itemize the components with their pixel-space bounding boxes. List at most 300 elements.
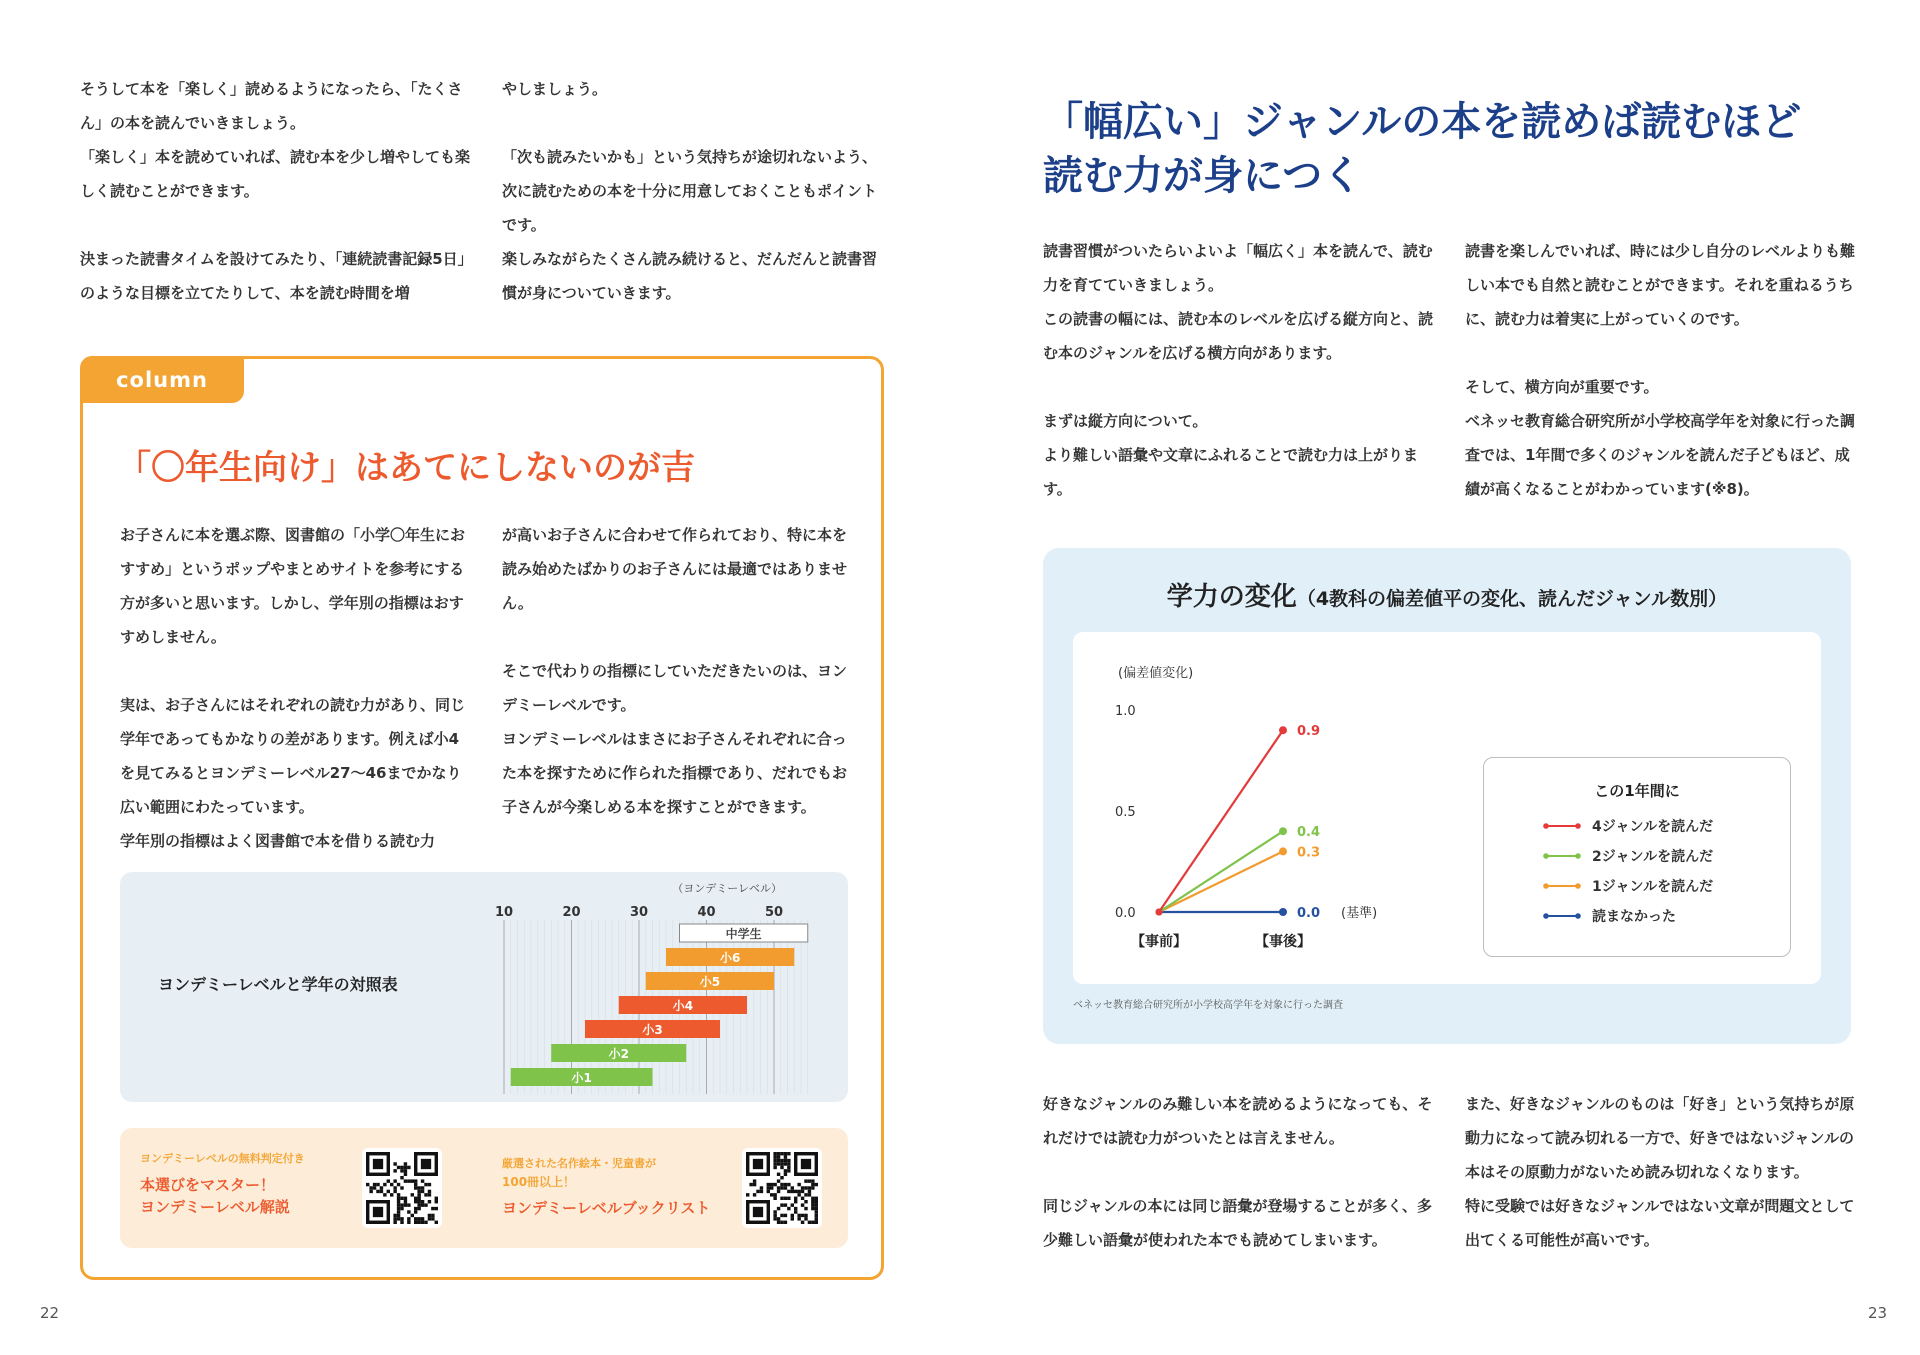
- qr-module: [815, 1207, 818, 1210]
- qr-module: [404, 1179, 407, 1182]
- level-bar-label: 小3: [642, 1023, 663, 1037]
- qr-module: [784, 1197, 787, 1200]
- qr-module: [397, 1217, 400, 1220]
- qr-module: [390, 1193, 393, 1196]
- qr-module: [760, 1186, 763, 1189]
- qr-module: [804, 1217, 807, 1220]
- qr-module: [801, 1197, 804, 1200]
- legend-swatch-dot: [1575, 823, 1581, 829]
- qr-module: [380, 1186, 383, 1189]
- qr-module: [400, 1169, 403, 1172]
- qr-module: [794, 1200, 797, 1203]
- qr-module: [417, 1197, 420, 1200]
- qr-module: [431, 1207, 434, 1210]
- column-title: 「〇年生向け」はあてにしないのが吉: [117, 448, 695, 488]
- qr-module: [801, 1221, 804, 1224]
- qr-module: [424, 1183, 427, 1186]
- qr-module: [414, 1221, 417, 1224]
- qr-module: [414, 1200, 417, 1203]
- data-point: [1156, 909, 1163, 916]
- legend-label: 4ジャンルを読んだ: [1592, 819, 1714, 835]
- qr-module: [397, 1214, 400, 1217]
- legend-swatch-dot: [1543, 913, 1549, 919]
- qr-code-1[interactable]: [362, 1148, 442, 1228]
- qr-module: [393, 1186, 396, 1189]
- qr-module: [791, 1186, 794, 1189]
- qr-module: [777, 1221, 780, 1224]
- qr-module: [787, 1166, 790, 1169]
- qr-module: [804, 1193, 807, 1196]
- x-tick-label: 40: [697, 905, 716, 920]
- data-label: 0.3: [1297, 845, 1321, 861]
- qr-module: [784, 1183, 787, 1186]
- column-text-left: [120, 518, 472, 858]
- qr-module: [797, 1190, 800, 1193]
- qr-module: [811, 1203, 814, 1206]
- qr-module: [797, 1193, 800, 1196]
- qr-module: [784, 1214, 787, 1217]
- qr-module: [801, 1186, 804, 1189]
- qr-module: [400, 1166, 403, 1169]
- series-line: [1159, 831, 1283, 912]
- data-label: 0.4: [1297, 825, 1321, 841]
- qr-module: [407, 1221, 410, 1224]
- qr-module: [760, 1190, 763, 1193]
- qr-module: [811, 1186, 814, 1189]
- qr-module: [424, 1221, 427, 1224]
- qr-module: [808, 1221, 811, 1224]
- page-number-right: 23: [1868, 1304, 1888, 1322]
- qr-module: [773, 1210, 776, 1213]
- page-title-line2: 読む力が身につく: [1043, 153, 1363, 199]
- qr-module: [794, 1210, 797, 1213]
- legend-label: 1ジャンルを読んだ: [1592, 879, 1714, 895]
- paragraph: より難しい語彙や文章にふれることで読む力は上がります。: [1043, 446, 1419, 498]
- qr-module: [407, 1210, 410, 1213]
- qr-module: [435, 1200, 438, 1203]
- qr-module: [780, 1152, 783, 1155]
- qr-module: [777, 1190, 780, 1193]
- right-text-left: [1043, 234, 1433, 506]
- qr-module: [773, 1193, 776, 1196]
- level-chart-label: ヨンデミーレベルと学年の対照表: [158, 975, 398, 994]
- qr-finder-core: [753, 1159, 763, 1169]
- qr-module: [801, 1214, 804, 1217]
- qr-module: [784, 1221, 787, 1224]
- qr-module: [380, 1190, 383, 1193]
- qr-module: [773, 1183, 776, 1186]
- qr-module: [784, 1159, 787, 1162]
- qr-module: [397, 1210, 400, 1213]
- intro-column-left: [80, 72, 470, 310]
- legend-title: この1年間に: [1594, 782, 1680, 800]
- qr-module: [791, 1214, 794, 1217]
- qr-module: [784, 1173, 787, 1176]
- chart-title: [1043, 576, 1851, 613]
- qr-module: [369, 1190, 372, 1193]
- qr-module: [404, 1166, 407, 1169]
- qr-module: [811, 1221, 814, 1224]
- qr-module: [794, 1190, 797, 1193]
- qr-module: [801, 1203, 804, 1206]
- qr-module: [397, 1203, 400, 1206]
- qr-module: [773, 1166, 776, 1169]
- qr-module: [780, 1186, 783, 1189]
- column-tag: column: [80, 356, 244, 403]
- qr-module: [797, 1214, 800, 1217]
- qr-code-2[interactable]: [742, 1148, 822, 1228]
- qr-module: [417, 1193, 420, 1196]
- data-point: [1279, 827, 1287, 835]
- y-axis-label: (偏差値変化): [1118, 666, 1194, 681]
- qr-module: [756, 1190, 759, 1193]
- legend-item: [1484, 871, 1790, 901]
- qr-module: [407, 1166, 410, 1169]
- paragraph: 同じジャンルの本には同じ語彙が登場することが多く、多少難しい語彙が使われた本でも読めてしまいます。: [1043, 1197, 1433, 1249]
- qr-module: [428, 1214, 431, 1217]
- qr-module: [411, 1214, 414, 1217]
- data-label: 0.9: [1297, 724, 1321, 740]
- paragraph: ベネッセ教育総合研究所が小学校高学年を対象に行った調査では、1年間で多くのジャンルを読んだ子どもほど、成績が高くなることがわかっています(※8)。: [1465, 412, 1856, 498]
- qr-module: [784, 1203, 787, 1206]
- paragraph: 読書を楽しんでいれば、時には少し自分のレベルよりも難しい本でも自然と読むことができます。それを重ねるうちに、読む力は着実に上がっていくのです。: [1465, 242, 1856, 328]
- qr-module: [428, 1190, 431, 1193]
- qr-module: [435, 1221, 438, 1224]
- line-chart: [1073, 632, 1493, 984]
- qr-module: [770, 1186, 773, 1189]
- legend-swatch-dot: [1543, 853, 1549, 859]
- qr-module: [397, 1200, 400, 1203]
- qr-module: [780, 1183, 783, 1186]
- qr-module: [808, 1193, 811, 1196]
- intro-paragraph: 決まった読書タイムを設けてみたり、「連続読書記録5日」のような目標を立てたりして、本を読む時間を増: [80, 250, 466, 302]
- qr-module: [753, 1193, 756, 1196]
- qr-module: [811, 1207, 814, 1210]
- qr-line1: 100冊以上！: [502, 1175, 576, 1189]
- qr-module: [811, 1183, 814, 1186]
- paragraph: まずは縦方向について。: [1043, 412, 1208, 430]
- qr-module: [421, 1200, 424, 1203]
- qr-module: [770, 1183, 773, 1186]
- qr-code-graphic: [362, 1148, 442, 1228]
- legend-swatch: [1542, 910, 1582, 922]
- qr-module: [428, 1183, 431, 1186]
- qr-module: [777, 1173, 780, 1176]
- qr-module: [390, 1183, 393, 1186]
- qr-module: [815, 1183, 818, 1186]
- qr-module: [767, 1186, 770, 1189]
- qr-module: [424, 1203, 427, 1206]
- qr-module: [753, 1179, 756, 1182]
- qr-module: [435, 1207, 438, 1210]
- qr-module: [815, 1210, 818, 1213]
- qr-module: [387, 1190, 390, 1193]
- qr-module: [811, 1197, 814, 1200]
- qr-module: [773, 1214, 776, 1217]
- qr-finder-core: [373, 1207, 383, 1217]
- qr-module: [404, 1203, 407, 1206]
- qr-module: [749, 1183, 752, 1186]
- qr-module: [777, 1162, 780, 1165]
- intro-paragraph: 「楽しく」本を読めていれば、読む本を少し増やしても楽しく読むことができます。: [80, 148, 471, 200]
- legend-swatch-dot: [1543, 823, 1549, 829]
- x-tick-label: 50: [764, 905, 784, 920]
- column-paragraph: ヨンデミーレベルはまさにお子さんそれぞれに合った本を探すために作られた指標であり、だれでもお子さんが今楽しめる本を探すことができます。: [502, 730, 848, 816]
- qr-module: [414, 1197, 417, 1200]
- y-tick-label: 1.0: [1115, 704, 1136, 719]
- qr-module: [424, 1193, 427, 1196]
- qr-module: [815, 1214, 818, 1217]
- x-tick-label: 20: [562, 905, 581, 920]
- qr-module: [417, 1200, 420, 1203]
- qr-module: [400, 1203, 403, 1206]
- qr-line1: 本選びをマスター！: [140, 1176, 276, 1194]
- intro-column-right: [502, 72, 888, 310]
- legend-label: 2ジャンルを読んだ: [1592, 849, 1714, 865]
- qr-module: [414, 1186, 417, 1189]
- qr-module: [400, 1221, 403, 1224]
- intro-paragraph: 「次も読みたいかも」という気持ちが途切れないよう、次に読むための本を十分に用意しておくこともポイントです。: [502, 148, 878, 234]
- page-number-left: 22: [40, 1304, 60, 1322]
- qr-module: [417, 1207, 420, 1210]
- level-bar-label: 小5: [699, 975, 721, 989]
- qr-module: [767, 1190, 770, 1193]
- legend-swatch: [1542, 820, 1582, 832]
- column-paragraph: 学年別の指標はよく図書館で本を借りる読む力: [120, 832, 436, 850]
- level-bar-label: 小6: [719, 951, 741, 965]
- chart-source: ベネッセ教育総合研究所が小学校高学年を対象に行った調査: [1073, 1000, 1343, 1011]
- qr-module: [393, 1162, 396, 1165]
- bottom-text-right: [1465, 1087, 1855, 1257]
- qr-module: [417, 1203, 420, 1206]
- qr-module: [787, 1162, 790, 1165]
- data-label: 0.0: [1297, 906, 1321, 921]
- qr-module: [404, 1162, 407, 1165]
- qr-module: [383, 1183, 386, 1186]
- qr-module: [414, 1207, 417, 1210]
- qr-module: [804, 1179, 807, 1182]
- qr-module: [777, 1186, 780, 1189]
- chart-legend: [1483, 757, 1791, 957]
- series-line: [1159, 851, 1283, 912]
- qr-module: [417, 1186, 420, 1189]
- qr-code-graphic: [742, 1148, 822, 1228]
- qr-module: [808, 1186, 811, 1189]
- intro-paragraph: 楽しみながらたくさん読み続けると、だんだんと読書習慣が身についていきます。: [502, 250, 878, 302]
- qr-module: [407, 1203, 410, 1206]
- legend-item: [1484, 811, 1790, 841]
- qr-module: [801, 1190, 804, 1193]
- qr-module: [791, 1203, 794, 1206]
- data-point: [1279, 726, 1287, 734]
- qr-module: [393, 1179, 396, 1182]
- qr-card-2[interactable]: [502, 1155, 738, 1219]
- qr-module: [400, 1217, 403, 1220]
- qr-module: [773, 1159, 776, 1162]
- qr-finder-core: [801, 1159, 811, 1169]
- qr-module: [815, 1217, 818, 1220]
- qr-module: [397, 1183, 400, 1186]
- column-paragraph: そこで代わりの指標にしていただきたいのは、ヨンデミーレベルです。: [502, 662, 848, 714]
- qr-module: [784, 1155, 787, 1158]
- qr-module: [787, 1152, 790, 1155]
- level-bar-label: 小2: [608, 1047, 629, 1061]
- series-line: [1159, 730, 1283, 912]
- qr-module: [376, 1190, 379, 1193]
- column-paragraph: 実は、お子さんにはそれぞれの読む力があり、同じ学年であってもかなりの差があります。例えば小4を見てみるとヨンデミーレベル27〜46までかなり広い範囲にわたっています。: [120, 696, 466, 816]
- legend-swatch-dot: [1575, 913, 1581, 919]
- qr-module: [777, 1207, 780, 1210]
- qr-module: [373, 1186, 376, 1189]
- legend-item: [1484, 841, 1790, 871]
- right-text-right: [1465, 234, 1855, 506]
- qr-module: [400, 1197, 403, 1200]
- qr-module: [404, 1173, 407, 1176]
- paragraph: 好きなジャンルのみ難しい本を読めるようになっても、それだけでは読む力がついたとは言えません。: [1043, 1095, 1433, 1147]
- qr-module: [815, 1200, 818, 1203]
- level-chart: [490, 874, 830, 1096]
- baseline-label: (基準): [1341, 906, 1378, 921]
- qr-module: [808, 1179, 811, 1182]
- qr-module: [773, 1217, 776, 1220]
- qr-module: [773, 1152, 776, 1155]
- qr-module: [366, 1183, 369, 1186]
- level-bar-label: 中学生: [725, 927, 762, 941]
- qr-module: [780, 1166, 783, 1169]
- qr-module: [369, 1186, 372, 1189]
- qr-card-1[interactable]: [140, 1150, 360, 1218]
- qr-module: [428, 1217, 431, 1220]
- column-text-right: [502, 518, 854, 824]
- qr-module: [404, 1197, 407, 1200]
- intro-paragraph: やしましょう。: [502, 80, 608, 98]
- qr-module: [417, 1190, 420, 1193]
- qr-module: [383, 1193, 386, 1196]
- qr-module: [777, 1179, 780, 1182]
- qr-module: [794, 1207, 797, 1210]
- x-tick-label: 10: [494, 905, 514, 920]
- paragraph: この読書の幅には、読む本のレベルを広げる縦方向と、読む本のジャンルを広げる横方向があります。: [1043, 310, 1434, 362]
- qr-module: [780, 1221, 783, 1224]
- chart-title-sub: （4教科の偏差値平の変化、読んだジャンル数別）: [1296, 588, 1728, 610]
- legend-swatch-dot: [1575, 853, 1581, 859]
- qr-module: [797, 1217, 800, 1220]
- level-bar-label: 小4: [672, 999, 694, 1013]
- qr-module: [784, 1169, 787, 1172]
- page-title: [1043, 95, 1801, 203]
- paragraph: そして、横方向が重要です。: [1465, 378, 1659, 396]
- legend-swatch: [1542, 880, 1582, 892]
- data-point: [1279, 908, 1287, 916]
- data-point: [1279, 847, 1287, 855]
- qr-module: [815, 1197, 818, 1200]
- paragraph: 読書習慣がついたらいよいよ「幅広く」本を読んで、読む力を育てていきましょう。: [1043, 242, 1433, 294]
- chart-title-main: 学力の変化: [1166, 582, 1297, 612]
- qr-module: [397, 1193, 400, 1196]
- qr-module: [393, 1169, 396, 1172]
- qr-module: [780, 1203, 783, 1206]
- qr-module: [804, 1200, 807, 1203]
- qr-finder-core: [753, 1207, 763, 1217]
- qr-module: [393, 1217, 396, 1220]
- qr-finder-core: [373, 1159, 383, 1169]
- qr-module: [777, 1155, 780, 1158]
- qr-module: [407, 1217, 410, 1220]
- paragraph: また、好きなジャンルのものは「好き」という気持ちが原動力になって読み切れる一方で、好きではないジャンルの本はその原動力がないため読み切れなくなります。: [1465, 1095, 1855, 1181]
- qr-module: [373, 1183, 376, 1186]
- qr-module: [393, 1214, 396, 1217]
- qr-module: [404, 1169, 407, 1172]
- qr-finder-core: [421, 1159, 431, 1169]
- qr-module: [404, 1200, 407, 1203]
- y-tick-label: 0.0: [1115, 906, 1136, 921]
- page-title-line1: 「幅広い」ジャンルの本を読めば読むほど: [1043, 99, 1802, 145]
- qr-module: [780, 1159, 783, 1162]
- qr-module: [435, 1197, 438, 1200]
- intro-paragraph: そうして本を「楽しく」読めるようになったら、「たくさん」の本を読んでいきましょう。: [80, 80, 463, 132]
- qr-module: [791, 1217, 794, 1220]
- qr-module: [780, 1176, 783, 1179]
- qr-module: [780, 1197, 783, 1200]
- qr-module: [397, 1197, 400, 1200]
- qr-module: [780, 1214, 783, 1217]
- column-paragraph: お子さんに本を選ぶ際、図書館の「小学〇年生におすすめ」というポップやまとめサイトを参考にする方が多いと思います。しかし、学年別の指標はおすすめしません。: [120, 526, 466, 646]
- qr-module: [431, 1214, 434, 1217]
- qr-module: [804, 1207, 807, 1210]
- qr-module: [773, 1155, 776, 1158]
- qr-module: [791, 1190, 794, 1193]
- qr-module: [804, 1186, 807, 1189]
- column-paragraph: が高いお子さんに合わせて作られており、特に本を読み始めたばかりのお子さんには最適ではありません。: [502, 526, 848, 612]
- qr-module: [746, 1193, 749, 1196]
- qr-module: [815, 1203, 818, 1206]
- legend-swatch: [1542, 850, 1582, 862]
- qr-small-text: ヨンデミーレベルの無料判定付き: [140, 1152, 305, 1165]
- qr-module: [400, 1186, 403, 1189]
- legend-item: [1484, 901, 1790, 931]
- qr-module: [414, 1217, 417, 1220]
- qr-module: [815, 1221, 818, 1224]
- qr-module: [400, 1207, 403, 1210]
- qr-module: [421, 1221, 424, 1224]
- qr-module: [787, 1190, 790, 1193]
- qr-module: [393, 1190, 396, 1193]
- qr-module: [787, 1183, 790, 1186]
- qr-module: [811, 1179, 814, 1182]
- qr-module: [753, 1183, 756, 1186]
- qr-line2: ヨンデミーレベル解説: [140, 1198, 290, 1216]
- qr-module: [376, 1183, 379, 1186]
- level-bar-label: 小1: [571, 1071, 592, 1085]
- qr-module: [421, 1190, 424, 1193]
- x-category-label: 【事前】: [1131, 934, 1187, 950]
- bottom-text-left: [1043, 1087, 1433, 1257]
- qr-module: [808, 1190, 811, 1193]
- qr-line2: ヨンデミーレベルブックリスト: [502, 1199, 711, 1217]
- qr-module: [777, 1152, 780, 1155]
- qr-module: [811, 1200, 814, 1203]
- qr-module: [421, 1217, 424, 1220]
- qr-module: [428, 1200, 431, 1203]
- qr-module: [770, 1193, 773, 1196]
- qr-module: [407, 1179, 410, 1182]
- qr-module: [777, 1217, 780, 1220]
- legend-label: 読まなかった: [1592, 909, 1676, 925]
- qr-module: [414, 1179, 417, 1182]
- qr-module: [421, 1203, 424, 1206]
- qr-module: [787, 1197, 790, 1200]
- qr-module: [431, 1217, 434, 1220]
